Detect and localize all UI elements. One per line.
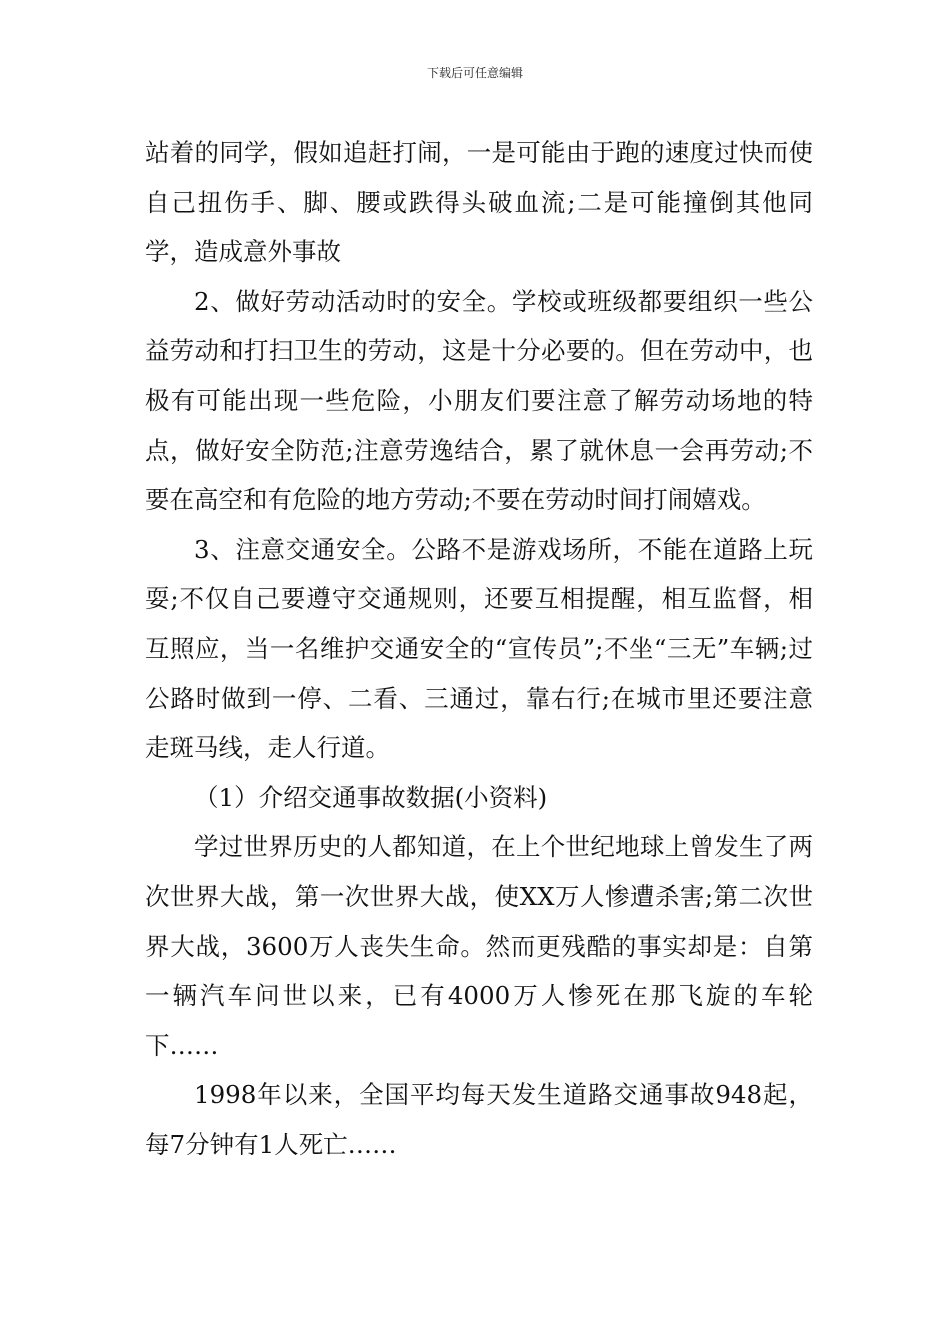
page-header: 下载后可任意编辑 [426, 66, 523, 80]
paragraph-daily-accidents: 1998年以来，全国平均每天发生道路交通事故948起，每7分钟有1人死亡…… [145, 1080, 813, 1159]
paragraph-continuation: 站着的同学，假如追赶打闹，一是可能由于跑的速度过快而使自己扭伤手、脚、腰或跌得头破血流;二是可能撞倒其他同学，造成意外事故 [145, 138, 813, 267]
paragraph-world-war-comparison: 学过世界历史的人都知道，在上个世纪地球上曾发生了两次世界大战，第一次世界大战，使XX万人惨遭杀害;第二次世界大战，3600万人丧失生命。然而更残酷的事实却是：自第一辆汽车问世以来，已有4000万人惨死在那飞旋的车轮下…… [145, 832, 813, 1060]
paragraph-labor-safety: 2、做好劳动活动时的安全。学校或班级都要组织一些公益劳动和打扫卫生的劳动，这是十分必要的。但在劳动中，也极有可能出现一些危险，小朋友们要注意了解劳动场地的特点，做好安全防范;注意劳逸结合，累了就休息一会再劳动;不要在高空和有危险的地方劳动;不要在劳动时间打闹嬉戏。 [145, 286, 813, 515]
subheading-traffic-data: （1）介绍交通事故数据(小资料) [194, 782, 548, 812]
paragraph-traffic-safety: 3、注意交通安全。公路不是游戏场所，不能在道路上玩耍;不仅自己要遵守交通规则，还要互相提醒，相互监督，相互照应，当一名维护交通安全的“宣传员”;不坐“三无”车辆;过公路时做到一停、二看、三通过，靠右行;在城市里还要注意走斑马线，走人行道。 [145, 534, 813, 763]
document-body [145, 128, 813, 1169]
